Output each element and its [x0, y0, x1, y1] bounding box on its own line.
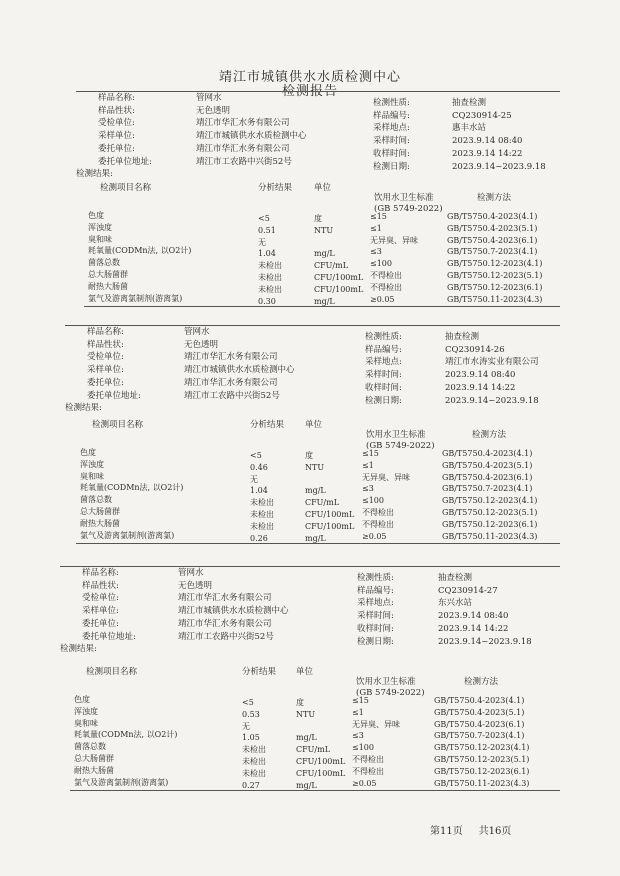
- col-header-item: 检测项目名称: [92, 420, 144, 430]
- label-receive-time: 收样时间:: [373, 148, 410, 159]
- table-row-item-name: 总大肠菌群: [88, 270, 128, 279]
- label-sample-name: 样品名称:: [98, 93, 135, 103]
- table-row-result: 0.27: [242, 780, 260, 790]
- value-test-date: 2023.9.14~2023.9.18: [452, 161, 546, 172]
- label-sampling-site: 采样地点:: [357, 598, 394, 609]
- value-test-nature: 抽查检测: [438, 573, 473, 583]
- col-header-method: 检测方法: [472, 430, 507, 440]
- table-row-item-name: 色度: [80, 448, 96, 457]
- label-receive-time: 收样时间:: [357, 623, 394, 634]
- label-test-nature: 检测性质:: [357, 573, 394, 583]
- label-entrusted-unit: 受检单位:: [87, 352, 124, 363]
- page-footer: [430, 822, 511, 837]
- table-row-standard: ≥0.05: [352, 778, 377, 788]
- table-row-unit: CFU/100mL: [296, 768, 346, 778]
- table-row-result: 无: [250, 474, 258, 484]
- col-header-standard-code: (GB 5749-2022): [366, 441, 435, 451]
- label-client-unit: 委托单位:: [87, 377, 124, 388]
- col-header-standard: 饮用水卫生标准: [366, 430, 426, 440]
- value-sampling-unit: 靖江市城镇供水水质检测中心: [178, 606, 289, 617]
- label-test-date: 检测日期:: [365, 395, 402, 406]
- value-sample-property: 无色透明: [196, 105, 231, 116]
- table-row-standard: ≥0.05: [362, 531, 387, 541]
- label-result: 检测结果:: [65, 403, 102, 414]
- value-client-unit: 靖江市华汇水务有限公司: [184, 377, 278, 388]
- table-row-method: GB/T5750.4-2023(5.1): [447, 223, 538, 233]
- value-test-date: 2023.9.14~2023.9.18: [445, 395, 539, 406]
- value-client-unit: 靖江市华汇水务有限公司: [178, 618, 272, 629]
- label-sampling-site: 采样地点:: [373, 123, 410, 134]
- label-client-address: 委托单位地址:: [87, 390, 141, 401]
- col-header-method: 检测方法: [464, 677, 499, 687]
- value-sampling-site: 靖江市水涛实业有限公司: [445, 357, 539, 368]
- label-client-address: 委托单位地址:: [82, 631, 136, 642]
- value-sample-name: 管网水: [196, 93, 222, 103]
- table-row-result: 未检出: [242, 768, 266, 778]
- table-row-standard: 无异臭、异味: [370, 235, 418, 245]
- col-header-item: 检测项目名称: [100, 183, 152, 193]
- table-row-method: GB/T5750.4-2023(5.1): [434, 707, 525, 717]
- table-row-item-name: 总大肠菌群: [74, 754, 114, 763]
- value-test-date: 2023.9.14~2023.9.18: [438, 636, 532, 647]
- table-row-method: GB/T5750.4-2023(4.1): [434, 696, 525, 705]
- table-row-standard: ≤15: [370, 212, 387, 221]
- table-row-result: 未检出: [258, 261, 282, 271]
- table-row-standard: 不得检出: [352, 766, 384, 776]
- table-row-method: GB/T5750.4-2023(4.1): [447, 212, 538, 221]
- label-sampling-unit: 采样单位:: [87, 365, 124, 376]
- label-sample-no: 样品编号:: [357, 585, 394, 596]
- table-row-result: <5: [250, 451, 262, 460]
- table-row-item-name: 臭和味: [74, 718, 98, 728]
- table-row-item-name: 耗氧量(CODMn法, 以O2计): [80, 483, 184, 493]
- label-sample-no: 样品编号:: [365, 344, 402, 355]
- table-row-standard: ≤100: [362, 496, 384, 506]
- table-row-method: GB/T5750.7-2023(4.1): [442, 484, 533, 494]
- table-row-unit: 度: [305, 451, 313, 460]
- value-client-address: 靖江市工农路中兴街52号: [184, 390, 280, 401]
- divider-line: [76, 543, 560, 544]
- value-entrusted-unit: 靖江市华汇水务有限公司: [196, 118, 290, 129]
- table-row-standard: 不得检出: [362, 519, 394, 529]
- label-receive-time: 收样时间:: [365, 382, 402, 393]
- table-row-standard: ≥0.05: [370, 294, 395, 304]
- table-row-unit: CFU/100mL: [296, 757, 346, 766]
- table-row-item-name: 氯气及游离氯制剂(游离氯): [80, 530, 175, 540]
- table-row-method: GB/T5750.12-2023(5.1): [442, 508, 538, 517]
- table-row-unit: mg/L: [314, 249, 335, 259]
- table-row-item-name: 耗氧量(CODMn法, 以O2计): [88, 246, 192, 256]
- table-row-unit: NTU: [314, 225, 334, 235]
- value-test-nature: 抽查检测: [452, 98, 487, 108]
- value-sample-property: 无色透明: [178, 580, 213, 591]
- table-row-standard: 不得检出: [370, 282, 402, 292]
- label-entrusted-unit: 受检单位:: [82, 593, 119, 604]
- table-row-unit: 度: [314, 214, 322, 223]
- table-row-unit: mg/L: [314, 296, 335, 306]
- table-row-unit: mg/L: [305, 486, 326, 496]
- label-sampling-time: 采样时间:: [357, 611, 394, 622]
- label-client-unit: 委托单位:: [98, 143, 135, 154]
- value-sample-no: CQ230914-27: [438, 585, 498, 596]
- table-row-result: <5: [242, 698, 254, 707]
- page-title: 靖江市城镇供水水质检测中心: [218, 70, 401, 85]
- col-header-result: 分析结果: [242, 667, 277, 677]
- table-row-method: GB/T5750.11-2023(4.3): [447, 294, 543, 304]
- value-sampling-time: 2023.9.14 08:40: [438, 611, 509, 622]
- table-row-item-name: 色度: [74, 695, 90, 704]
- table-row-unit: mg/L: [305, 533, 326, 543]
- table-row-item-name: 氯气及游离氯制剂(游离氯): [74, 777, 169, 787]
- table-row-item-name: 菌落总数: [80, 495, 112, 505]
- value-sampling-site: 惠丰水站: [452, 123, 487, 134]
- table-row-method: GB/T5750.12-2023(6.1): [442, 519, 538, 529]
- table-row-unit: CFU/100mL: [314, 284, 364, 294]
- table-row-item-name: 耐热大肠菌: [88, 281, 128, 291]
- page-subtitle: 检测报告: [281, 84, 338, 99]
- table-row-item-name: 耐热大肠菌: [74, 765, 114, 775]
- table-row-standard: 无异臭、异味: [352, 719, 400, 729]
- col-header-unit: 单位: [296, 667, 314, 677]
- table-row-standard: ≤3: [362, 484, 374, 494]
- table-row-unit: CFU/100mL: [305, 521, 355, 531]
- label-sampling-unit: 采样单位:: [98, 131, 135, 142]
- label-result: 检测结果:: [60, 644, 97, 655]
- table-row-item-name: 耗氧量(CODMn法, 以O2计): [74, 730, 178, 740]
- value-entrusted-unit: 靖江市华汇水务有限公司: [184, 352, 278, 363]
- table-row-unit: CFU/100mL: [305, 510, 355, 519]
- col-header-standard: 饮用水卫生标准: [356, 677, 416, 687]
- label-result: 检测结果:: [76, 169, 113, 180]
- value-client-address: 靖江市工农路中兴街52号: [196, 156, 292, 167]
- value-receive-time: 2023.9.14 14:22: [452, 148, 523, 159]
- table-row-unit: mg/L: [296, 733, 317, 743]
- table-row-standard: 不得检出: [352, 755, 384, 764]
- table-row-standard: ≤100: [352, 743, 374, 753]
- table-row-item-name: 浑浊度: [74, 706, 98, 716]
- value-sample-no: CQ230914-25: [452, 110, 512, 121]
- table-row-result: 未检出: [242, 745, 266, 755]
- table-row-item-name: 氯气及游离氯制剂(游离氯): [88, 293, 183, 303]
- table-row-method: GB/T5750.11-2023(4.3): [442, 531, 538, 541]
- table-row-result: 未检出: [250, 510, 274, 519]
- table-row-method: GB/T5750.4-2023(6.1): [434, 719, 525, 729]
- value-receive-time: 2023.9.14 14:22: [438, 623, 509, 634]
- table-row-result: 0.51: [258, 225, 276, 235]
- table-row-standard: 不得检出: [362, 508, 394, 517]
- divider-line: [70, 790, 560, 791]
- table-row-item-name: 浑浊度: [80, 459, 104, 469]
- label-sample-name: 样品名称:: [87, 327, 124, 337]
- table-row-method: GB/T5750.4-2023(5.1): [442, 460, 533, 470]
- divider-line: [65, 325, 560, 326]
- table-row-item-name: 臭和味: [80, 471, 104, 481]
- table-row-result: 1.05: [242, 733, 260, 743]
- value-sampling-unit: 靖江市城镇供水水质检测中心: [196, 131, 307, 142]
- table-row-standard: 不得检出: [370, 271, 402, 280]
- label-sample-property: 样品性状:: [98, 105, 135, 116]
- value-sample-property: 无色透明: [184, 339, 219, 350]
- value-sampling-site: 东兴水站: [438, 598, 473, 609]
- label-test-nature: 检测性质:: [373, 98, 410, 108]
- label-sample-no: 样品编号:: [373, 110, 410, 121]
- table-row-method: GB/T5750.12-2023(6.1): [447, 282, 543, 292]
- table-row-result: 无: [242, 721, 250, 731]
- table-row-method: GB/T5750.12-2023(4.1): [442, 496, 538, 506]
- col-header-result: 分析结果: [250, 420, 285, 430]
- col-header-unit: 单位: [305, 420, 323, 430]
- table-row-method: GB/T5750.12-2023(4.1): [447, 259, 543, 269]
- label-sample-name: 样品名称:: [82, 568, 119, 578]
- value-receive-time: 2023.9.14 14:22: [445, 382, 516, 393]
- table-row-standard: ≤1: [352, 707, 364, 717]
- table-row-result: 无: [258, 237, 266, 247]
- table-row-method: GB/T5750.7-2023(4.1): [447, 247, 538, 257]
- value-sample-no: CQ230914-26: [445, 344, 505, 355]
- table-row-result: 未检出: [242, 757, 266, 766]
- table-row-result: 0.26: [250, 533, 268, 543]
- divider-line: [84, 306, 560, 307]
- page-total: 共16页: [478, 826, 512, 837]
- value-sampling-time: 2023.9.14 08:40: [452, 136, 523, 147]
- table-row-method: GB/T5750.4-2023(6.1): [442, 472, 533, 482]
- table-row-item-name: 色度: [88, 211, 104, 220]
- table-row-result: 未检出: [250, 498, 274, 508]
- table-row-method: GB/T5750.11-2023(4.3): [434, 778, 530, 788]
- value-test-nature: 抽查检测: [445, 332, 480, 342]
- value-sampling-unit: 靖江市城镇供水水质检测中心: [184, 365, 295, 376]
- table-row-item-name: 臭和味: [88, 234, 112, 244]
- value-sampling-time: 2023.9.14 08:40: [445, 370, 516, 381]
- page-number: 第11页: [430, 826, 463, 837]
- col-header-unit: 单位: [314, 183, 332, 193]
- label-test-nature: 检测性质:: [365, 332, 402, 342]
- table-row-method: GB/T5750.12-2023(6.1): [434, 766, 530, 776]
- table-row-result: 0.53: [242, 709, 260, 719]
- col-header-item: 检测项目名称: [86, 667, 138, 677]
- value-client-unit: 靖江市华汇水务有限公司: [196, 143, 290, 154]
- label-test-date: 检测日期:: [373, 161, 410, 172]
- table-row-result: <5: [258, 214, 270, 223]
- table-row-result: 未检出: [250, 521, 274, 531]
- label-sample-property: 样品性状:: [87, 339, 124, 350]
- col-header-standard-code: (GB 5749-2022): [374, 204, 443, 214]
- table-row-standard: 无异臭、异味: [362, 472, 410, 482]
- table-row-method: GB/T5750.4-2023(6.1): [447, 235, 538, 245]
- label-sampling-site: 采样地点:: [365, 357, 402, 368]
- table-row-standard: ≤15: [362, 449, 379, 458]
- label-client-unit: 委托单位:: [82, 618, 119, 629]
- label-entrusted-unit: 受检单位:: [98, 118, 135, 129]
- table-row-standard: ≤15: [352, 696, 369, 705]
- table-row-method: GB/T5750.4-2023(4.1): [442, 449, 533, 458]
- label-sample-property: 样品性状:: [82, 580, 119, 591]
- col-header-standard: 饮用水卫生标准: [374, 193, 434, 203]
- divider-line: [76, 91, 560, 92]
- table-row-standard: ≤1: [370, 223, 382, 233]
- table-row-unit: CFU/mL: [296, 745, 331, 755]
- table-row-standard: ≤1: [362, 460, 374, 470]
- value-sample-name: 管网水: [178, 568, 204, 578]
- value-entrusted-unit: 靖江市华汇水务有限公司: [178, 593, 272, 604]
- table-row-item-name: 菌落总数: [88, 258, 120, 268]
- table-row-unit: 度: [296, 698, 304, 707]
- value-sample-name: 管网水: [184, 327, 210, 337]
- label-client-address: 委托单位地址:: [98, 156, 152, 167]
- table-row-unit: CFU/mL: [305, 498, 340, 508]
- table-row-item-name: 菌落总数: [74, 742, 106, 752]
- label-sampling-unit: 采样单位:: [82, 606, 119, 617]
- table-row-method: GB/T5750.12-2023(4.1): [434, 743, 530, 753]
- col-header-result: 分析结果: [258, 183, 293, 193]
- col-header-method: 检测方法: [477, 193, 512, 203]
- table-row-method: GB/T5750.7-2023(4.1): [434, 731, 525, 741]
- label-sampling-time: 采样时间:: [373, 136, 410, 147]
- value-client-address: 靖江市工农路中兴街52号: [178, 631, 274, 642]
- table-row-item-name: 总大肠菌群: [80, 507, 120, 516]
- table-row-item-name: 耐热大肠菌: [80, 518, 120, 528]
- table-row-standard: ≤3: [352, 731, 364, 741]
- table-row-result: 0.30: [258, 296, 276, 306]
- label-sampling-time: 采样时间:: [365, 370, 402, 381]
- table-row-unit: NTU: [296, 709, 316, 719]
- table-row-result: 1.04: [258, 249, 276, 259]
- table-row-item-name: 浑浊度: [88, 222, 112, 232]
- col-header-standard-code: (GB 5749-2022): [356, 688, 425, 698]
- table-row-unit: CFU/mL: [314, 261, 349, 271]
- table-row-method: GB/T5750.12-2023(5.1): [434, 755, 530, 764]
- table-row-result: 1.04: [250, 486, 268, 496]
- table-row-method: GB/T5750.12-2023(5.1): [447, 271, 543, 280]
- table-row-unit: CFU/100mL: [314, 273, 364, 282]
- table-row-standard: ≤3: [370, 247, 382, 257]
- label-test-date: 检测日期:: [357, 636, 394, 647]
- table-row-result: 未检出: [258, 284, 282, 294]
- divider-line: [60, 566, 560, 567]
- table-row-result: 0.46: [250, 462, 268, 472]
- table-row-unit: mg/L: [296, 780, 317, 790]
- table-row-result: 未检出: [258, 273, 282, 282]
- table-row-unit: NTU: [305, 462, 325, 472]
- table-row-standard: ≤100: [370, 259, 392, 269]
